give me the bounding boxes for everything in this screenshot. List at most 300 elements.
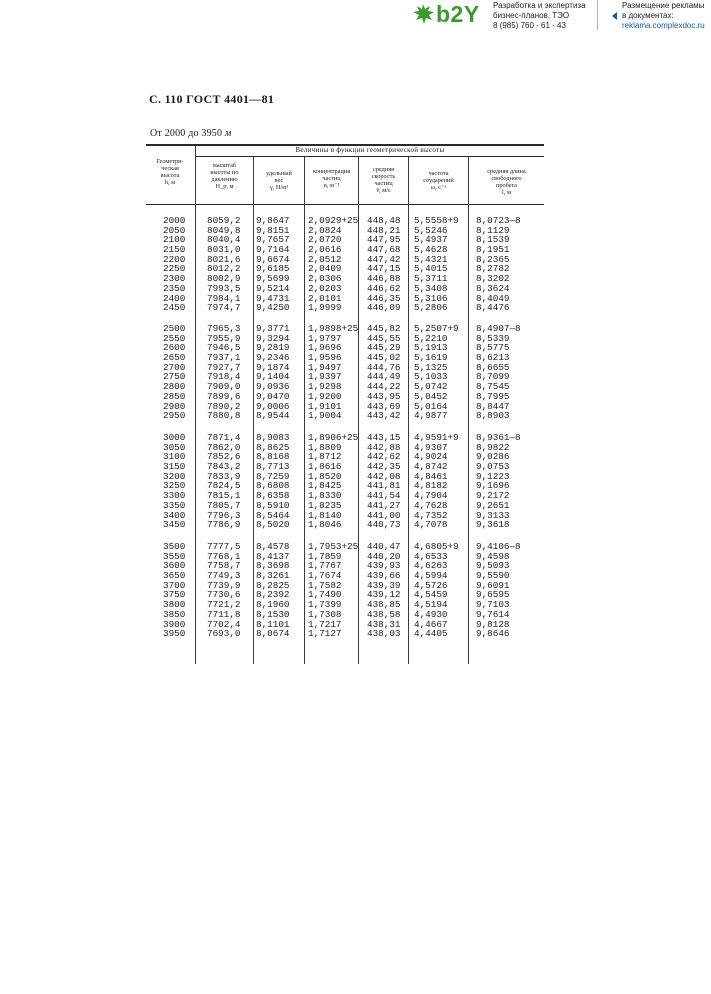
table-cell: 5,3408: [414, 282, 448, 294]
table-cell: 9,4598: [476, 550, 510, 562]
column-omega: [414, 216, 459, 313]
table-cell: 7946,5: [207, 342, 241, 354]
table-cell: 7796,3: [207, 509, 241, 521]
table-cell: 8,6213: [476, 352, 510, 364]
table-cell: 8,1101: [256, 618, 290, 630]
table-cell: 445,29: [367, 342, 401, 354]
table-cell: 4,5194: [414, 599, 448, 611]
table-cell: 4,5994: [414, 570, 448, 582]
table-cell: 2,0409: [308, 263, 342, 275]
table-cell: 8031,0: [207, 244, 241, 256]
table-cell: 3500: [163, 541, 186, 552]
table-cell: 447,15: [367, 263, 401, 275]
table-cell: 443,69: [367, 400, 401, 412]
table-cell: 2950: [163, 410, 186, 422]
table-cell: 9,7164: [256, 244, 290, 256]
table-cell: 1,7127: [308, 628, 342, 640]
table-cell: 4,7352: [414, 509, 448, 521]
table-cell: 4,4930: [414, 608, 448, 620]
table-cell: 8002,9: [207, 273, 241, 285]
table-cell: 2800: [163, 381, 186, 393]
table-cell: 445,02: [367, 352, 401, 364]
table-cell: 9,3294: [256, 332, 290, 344]
table-cell: 446,62: [367, 282, 401, 294]
table-cell: 447,42: [367, 253, 401, 265]
table-cell: 3050: [163, 441, 186, 453]
header-bottom-rule: [146, 204, 544, 205]
column-gamma: [256, 216, 289, 313]
table-cell: 8,5339: [476, 332, 510, 344]
table-cell: 9,4106—8: [476, 541, 521, 552]
table-cell: 8,5464: [256, 509, 290, 521]
table-cell: 3850: [163, 608, 186, 620]
arrow-left-icon: [612, 12, 617, 20]
table-cell: 7880,8: [207, 410, 241, 422]
table-cell: 8,9544: [256, 410, 290, 422]
table-cell: 7824,5: [207, 480, 241, 492]
table-cell: 1,7767: [308, 560, 342, 572]
table-cell: 8,9361—8: [476, 432, 521, 443]
table-cell: 1,8906+25: [308, 432, 359, 443]
table-cell: 7768,1: [207, 550, 241, 562]
table-cell: 5,4937: [414, 234, 448, 246]
table-cell: 4,9024: [414, 451, 448, 463]
table-cell: 7993,5: [207, 282, 241, 294]
table-cell: 1,9999: [308, 302, 342, 314]
promo-advertising[interactable]: Размещение рекламы в документах: reklama.complexdoc.ru: [622, 1, 705, 30]
table-cell: 8,8168: [256, 451, 290, 463]
table-cell: 4,6805+9: [414, 541, 459, 552]
supertitle-rule: [196, 156, 544, 157]
table-cell: 439,93: [367, 560, 401, 572]
table-cell: 8021,6: [207, 253, 241, 265]
table-cell: 3150: [163, 461, 186, 473]
table-cell: 1,8809: [308, 441, 342, 453]
table-cell: 9,8128: [476, 618, 510, 630]
col-header-v: средняя скорость частиц v̄, м/с: [371, 166, 396, 194]
table-cell: 9,5214: [256, 282, 290, 294]
column-l: [476, 324, 521, 421]
table-cell: 9,6595: [476, 589, 510, 601]
table-cell: 9,0470: [256, 390, 290, 402]
table-cell: 441,54: [367, 490, 401, 502]
leaf-icon: [411, 3, 435, 25]
table-cell: 5,2210: [414, 332, 448, 344]
table-cell: 9,4731: [256, 292, 290, 304]
table-cell: 9,8646: [476, 628, 510, 640]
table-cell: 446,35: [367, 292, 401, 304]
table-cell: 2,0720: [308, 234, 342, 246]
table-cell: 2350: [163, 282, 186, 294]
table-cell: 9,6185: [256, 263, 290, 275]
table-cell: 445,55: [367, 332, 401, 344]
table-cell: 8,3698: [256, 560, 290, 572]
table-cell: 7786,9: [207, 519, 241, 531]
table-cell: 9,1696: [476, 480, 510, 492]
table-cell: 8012,2: [207, 263, 241, 275]
table-cell: 2150: [163, 244, 186, 256]
table-cell: 7955,9: [207, 332, 241, 344]
table-cell: 8,1960: [256, 599, 290, 611]
column-v: [367, 542, 400, 639]
table-cell: 3450: [163, 519, 186, 531]
column-h: [163, 216, 185, 313]
table-cell: 8,4476: [476, 302, 510, 314]
table-cell: 8,7713: [256, 461, 290, 473]
table-cell: 4,6263: [414, 560, 448, 572]
table-cell: 7721,2: [207, 599, 241, 611]
table-cell: 9,5093: [476, 560, 510, 572]
table-cell: 441,00: [367, 509, 401, 521]
table-cell: 1,8046: [308, 519, 342, 531]
table-cell: 7852,6: [207, 451, 241, 463]
table-cell: 7862,0: [207, 441, 241, 453]
b2y-logo[interactable]: [411, 3, 487, 27]
column-n: [308, 216, 358, 313]
table-cell: 1,7582: [308, 579, 342, 591]
table-cell: 1,9200: [308, 390, 342, 402]
table-cell: 8,6808: [256, 480, 290, 492]
table-cell: 8,1951: [476, 244, 510, 256]
table-cell: 448,48: [367, 215, 401, 226]
column-omega: [414, 433, 459, 530]
table-cell: 7984,1: [207, 292, 241, 304]
table-cell: 2050: [163, 224, 186, 236]
table-cell: 8,2365: [476, 253, 510, 265]
table-cell: 2750: [163, 371, 186, 383]
table-cell: 442,62: [367, 451, 401, 463]
table-cell: 2600: [163, 342, 186, 354]
table-cell: 8,9083: [256, 432, 290, 443]
table-cell: 2300: [163, 273, 186, 285]
banner-divider: [597, 0, 598, 30]
table-cell: 2,0203: [308, 282, 342, 294]
column-Hp: [207, 216, 240, 313]
table-cell: 4,4667: [414, 618, 448, 630]
table-cell: 3100: [163, 451, 186, 463]
table-cell: 443,15: [367, 432, 401, 443]
table-cell: 7749,3: [207, 570, 241, 582]
table-cell: 9,2346: [256, 352, 290, 364]
table-cell: 8,8903: [476, 410, 510, 422]
table-cell: 3200: [163, 470, 186, 482]
table-cell: 8,4907—8: [476, 323, 521, 334]
table-cell: 1,8520: [308, 470, 342, 482]
table-cell: 3300: [163, 490, 186, 502]
table-cell: 438,31: [367, 618, 401, 630]
table-supertitle: Величины в функции геометрической высоты: [295, 146, 445, 154]
column-l: [476, 542, 521, 639]
table-cell: 447,68: [367, 244, 401, 256]
table-cell: 7758,7: [207, 560, 241, 572]
table-cell: 5,0452: [414, 390, 448, 402]
column-h: [163, 433, 185, 530]
table-cell: 5,3711: [414, 273, 448, 285]
table-cell: 5,0164: [414, 400, 448, 412]
table-cell: 8,4137: [256, 550, 290, 562]
table-cell: 8,5775: [476, 342, 510, 354]
col-header-n: концентрация частиц n, м⁻³: [312, 168, 351, 189]
table-cell: 4,7628: [414, 499, 448, 511]
table-cell: 8,2782: [476, 263, 510, 275]
table-cell: 1,8235: [308, 499, 342, 511]
table-cell: 7815,1: [207, 490, 241, 502]
table-cell: 7965,3: [207, 323, 241, 334]
table-cell: 3950: [163, 628, 186, 640]
table-cell: 446,09: [367, 302, 401, 314]
table-cell: 445,82: [367, 323, 401, 334]
table-cell: 9,3771: [256, 323, 290, 334]
table-cell: 1,8425: [308, 480, 342, 492]
table-cell: 1,7859: [308, 550, 342, 562]
logo-text: b2Y: [436, 1, 480, 27]
table-cell: 1,9696: [308, 342, 342, 354]
table-cell: 4,4405: [414, 628, 448, 640]
table-cell: 7937,1: [207, 352, 241, 364]
table-cell: 8,1129: [476, 224, 510, 236]
table-cell: 7974,7: [207, 302, 241, 314]
table-cell: 438,85: [367, 599, 401, 611]
table-cell: 8,4049: [476, 292, 510, 304]
table-cell: 9,0936: [256, 381, 290, 393]
table-cell: 8049,8: [207, 224, 241, 236]
table-cell: 5,2806: [414, 302, 448, 314]
column-h: [163, 324, 185, 421]
table-cell: 441,27: [367, 499, 401, 511]
table-cell: 8059,2: [207, 215, 241, 226]
table-cell: 7918,4: [207, 371, 241, 383]
table-cell: 2400: [163, 292, 186, 304]
page-header: С. 110 ГОСТ 4401—81: [149, 92, 275, 106]
table-cell: 4,8182: [414, 480, 448, 492]
table-cell: 2900: [163, 400, 186, 412]
table-cell: 9,2819: [256, 342, 290, 354]
table-cell: 9,2172: [476, 490, 510, 502]
table-cell: 5,4015: [414, 263, 448, 275]
table-cell: 7833,9: [207, 470, 241, 482]
table-cell: 7777,5: [207, 541, 241, 552]
table-cell: 7805,7: [207, 499, 241, 511]
table-cell: 8,8625: [256, 441, 290, 453]
table-cell: 5,3106: [414, 292, 448, 304]
table-cell: 1,7217: [308, 618, 342, 630]
table-cell: 3800: [163, 599, 186, 611]
table-cell: 7890,2: [207, 400, 241, 412]
column-gamma: [256, 324, 289, 421]
table-cell: 2000: [163, 215, 186, 226]
table-cell: 1,9797: [308, 332, 342, 344]
advertising-link[interactable]: reklama.complexdoc.ru: [622, 21, 705, 30]
table-cell: 8,4578: [256, 541, 290, 552]
promo-business-plans[interactable]: Разработка и экспертиза бизнес-планов, ТЭО 8 (985) 760 - 61 - 43: [493, 1, 586, 30]
table-cell: 1,8330: [308, 490, 342, 502]
column-v: [367, 433, 400, 530]
table-cell: 5,4628: [414, 244, 448, 256]
col-header-gamma: удельный вес γ, Н/м³: [266, 170, 292, 191]
table-cell: 444,22: [367, 381, 401, 393]
table-cell: 2,0824: [308, 224, 342, 236]
table-cell: 8,5020: [256, 519, 290, 531]
table-cell: 443,95: [367, 390, 401, 402]
table-cell: 7730,6: [207, 589, 241, 601]
table-cell: 9,0286: [476, 451, 510, 463]
table-cell: 9,0006: [256, 400, 290, 412]
table-cell: 2100: [163, 234, 186, 246]
table-cell: 8,5910: [256, 499, 290, 511]
table-cell: 3000: [163, 432, 186, 443]
table-cell: 9,4250: [256, 302, 290, 314]
table-cell: 1,7399: [308, 599, 342, 611]
table-cell: 5,1325: [414, 361, 448, 373]
table-cell: 8,0723—8: [476, 215, 521, 226]
table-cell: 5,5246: [414, 224, 448, 236]
table-cell: 8,1539: [476, 234, 510, 246]
table-cell: 8,3624: [476, 282, 510, 294]
table-cell: 4,5726: [414, 579, 448, 591]
column-gamma: [256, 542, 289, 639]
table-cell: 8,7995: [476, 390, 510, 402]
table-cell: 9,3133: [476, 509, 510, 521]
table-cell: 8,3261: [256, 570, 290, 582]
table-cell: 7871,4: [207, 432, 241, 443]
table-cell: 7927,7: [207, 361, 241, 373]
table-cell: 8,7099: [476, 371, 510, 383]
table-cell: 9,7614: [476, 608, 510, 620]
table-cell: 7711,8: [207, 608, 241, 620]
table-cell: 2250: [163, 263, 186, 275]
table-cell: 9,8151: [256, 224, 290, 236]
table-cell: 5,5558+9: [414, 215, 459, 226]
table-cell: 4,8742: [414, 461, 448, 473]
table-cell: 1,9596: [308, 352, 342, 364]
table-cell: 3900: [163, 618, 186, 630]
table-cell: 8,2825: [256, 579, 290, 591]
table-cell: 7693,0: [207, 628, 241, 640]
table-cell: 2650: [163, 352, 186, 364]
column-h: [163, 542, 185, 639]
table-cell: 2850: [163, 390, 186, 402]
column-omega: [414, 324, 459, 421]
table-cell: 2200: [163, 253, 186, 265]
table-cell: 8,0674: [256, 628, 290, 640]
table-cell: 5,1619: [414, 352, 448, 364]
table-cell: 446,88: [367, 273, 401, 285]
table-cell: 4,9307: [414, 441, 448, 453]
table-cell: 9,3618: [476, 519, 510, 531]
table-cell: 7899,6: [207, 390, 241, 402]
table-cell: 8,9822: [476, 441, 510, 453]
table-cell: 3350: [163, 499, 186, 511]
table-cell: 4,7904: [414, 490, 448, 502]
table-cell: 438,03: [367, 628, 401, 640]
col-header-hp: масштаб высоты по давлению H_p, м: [210, 162, 239, 190]
table-cell: 9,7103: [476, 599, 510, 611]
table-cell: 1,9497: [308, 361, 342, 373]
table-cell: 5,2507+9: [414, 323, 459, 334]
table-cell: 2700: [163, 361, 186, 373]
atmosphere-table: [146, 144, 544, 666]
table-cell: 439,39: [367, 579, 401, 591]
table-cell: 1,7490: [308, 589, 342, 601]
column-l: [476, 433, 521, 530]
table-cell: 441,81: [367, 480, 401, 492]
table-cell: 8,2392: [256, 589, 290, 601]
column-n: [308, 324, 358, 421]
column-n: [308, 433, 358, 530]
table-cell: 9,1874: [256, 361, 290, 373]
table-cell: 440,20: [367, 550, 401, 562]
table-cell: 9,1404: [256, 371, 290, 383]
table-cell: 1,9898+25: [308, 323, 359, 334]
table-cell: 4,8461: [414, 470, 448, 482]
table-cell: 3750: [163, 589, 186, 601]
table-cell: 444,49: [367, 371, 401, 383]
table-cell: 9,5590: [476, 570, 510, 582]
table-cell: 9,6674: [256, 253, 290, 265]
table-cell: 440,73: [367, 519, 401, 531]
table-cell: 2,0616: [308, 244, 342, 256]
table-cell: 1,7953+25: [308, 541, 359, 552]
table-cell: 1,8616: [308, 461, 342, 473]
table-cell: 439,12: [367, 589, 401, 601]
table-cell: 4,6533: [414, 550, 448, 562]
table-cell: 4,9591+9: [414, 432, 459, 443]
table-cell: 1,7674: [308, 570, 342, 582]
table-cell: 1,9298: [308, 381, 342, 393]
col-header-h: Геометри- ческая высота h, м: [156, 158, 184, 186]
table-cell: 9,8647: [256, 215, 290, 226]
column-n: [308, 542, 358, 639]
table-cell: 5,0742: [414, 381, 448, 393]
table-cell: 2,0306: [308, 273, 342, 285]
col-header-l: средняя длина свободного пробега l, м: [487, 168, 526, 196]
table-cell: 8,8447: [476, 400, 510, 412]
table-cell: 443,42: [367, 410, 401, 422]
table-cell: 9,1223: [476, 470, 510, 482]
column-Hp: [207, 542, 240, 639]
table-cell: 4,9877: [414, 410, 448, 422]
table-cell: 2450: [163, 302, 186, 314]
table-cell: 8,6358: [256, 490, 290, 502]
table-cell: 7843,2: [207, 461, 241, 473]
table-cell: 1,7308: [308, 608, 342, 620]
column-omega: [414, 542, 459, 639]
table-cell: 3400: [163, 509, 186, 521]
column-Hp: [207, 433, 240, 530]
table-cell: 8040,4: [207, 234, 241, 246]
table-cell: 1,9004: [308, 410, 342, 422]
table-cell: 9,6091: [476, 579, 510, 591]
table-cell: 2,0929+25: [308, 215, 359, 226]
table-cell: 1,9101: [308, 400, 342, 412]
column-gamma: [256, 433, 289, 530]
table-cell: 440,47: [367, 541, 401, 552]
table-cell: 3600: [163, 560, 186, 572]
table-cell: 3700: [163, 579, 186, 591]
table-cell: 442,88: [367, 441, 401, 453]
table-cell: 8,7259: [256, 470, 290, 482]
table-cell: 9,7657: [256, 234, 290, 246]
table-cell: 9,2651: [476, 499, 510, 511]
table-cell: 3550: [163, 550, 186, 562]
table-cell: 1,8140: [308, 509, 342, 521]
table-cell: 442,08: [367, 470, 401, 482]
table-cell: 442,35: [367, 461, 401, 473]
table-cell: 4,5459: [414, 589, 448, 601]
table-cell: 439,66: [367, 570, 401, 582]
table-cell: 1,8712: [308, 451, 342, 463]
column-Hp: [207, 324, 240, 421]
